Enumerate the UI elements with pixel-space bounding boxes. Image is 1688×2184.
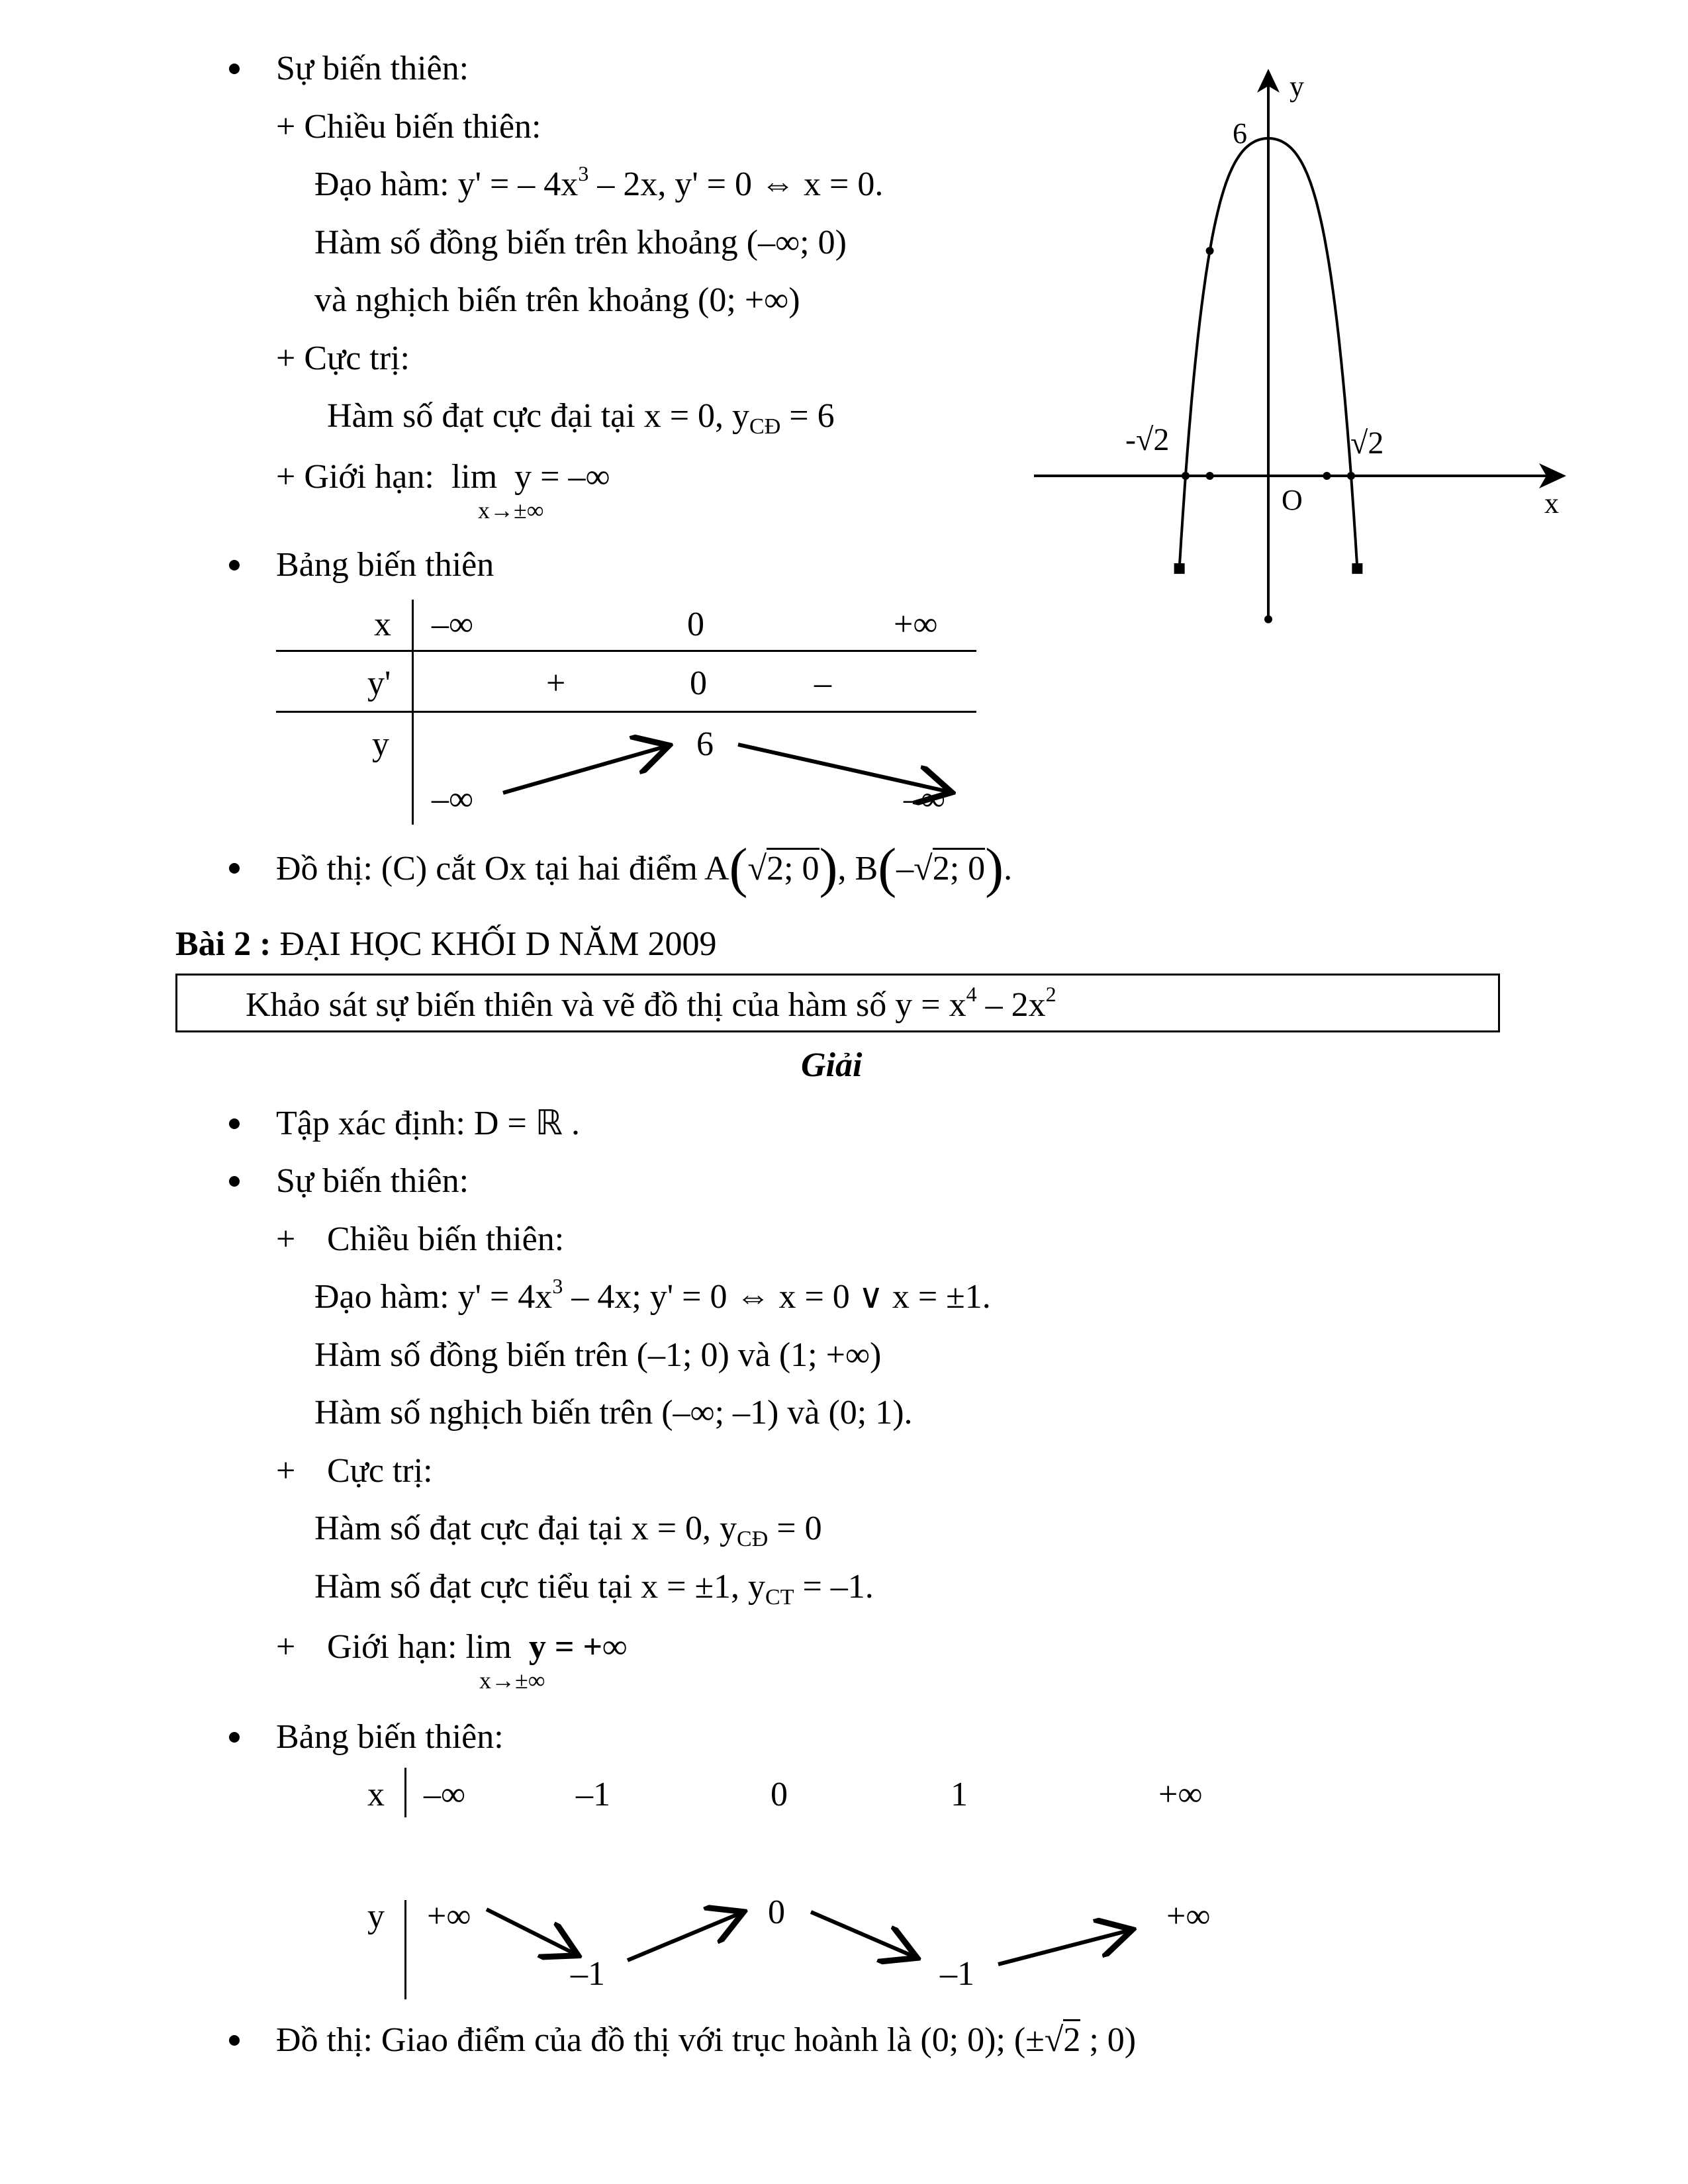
table-label-y: y [367,1897,385,1935]
curve-endpoint [1174,563,1185,574]
negative-root-label: -√2 [1125,422,1170,457]
minimum-line: Hàm số đạt cực tiểu tại x = ±1, $y_{CT} = -1$. [314,1568,874,1610]
domain-line: Tập xác định: D = ℝ . [276,1105,580,1142]
maximum-line: Hàm số đạt cực đại tại x = 0, $y_{CĐ} = 6$ [327,397,835,439]
derivative-line: Đạo hàm: y' = – $4x^3 - 2x$, y' = 0 ⇔ x = 0. [314,161,884,203]
graph-point [1206,472,1214,480]
limit-subscript: x→±∞ [478,497,544,523]
table-cell: –∞ [904,780,946,818]
variation-arrow-up [998,1931,1129,1964]
graph-point [1182,472,1190,480]
plus-mark: + [276,1452,296,1490]
table-cell: –1 [940,1955,974,1993]
limit-line: Giới hạn: lim y = +∞ [327,1628,628,1666]
table-cell: +∞ [1158,1776,1203,1813]
max-value-label: 6 [1233,117,1247,150]
table-cell: –∞ [424,1776,466,1813]
table-cell: +∞ [1166,1897,1211,1935]
subheading: + Cực trị: [276,340,410,377]
exercise-title: Bài 2 : ĐẠI HỌC KHỐI D NĂM 2009 [175,925,717,963]
y-axis-label: y [1289,70,1304,103]
subheading: Cực trị: [327,1452,433,1490]
section-heading: Sự biến thiên: [276,1162,469,1200]
table-cell: +∞ [427,1897,471,1935]
table-cell: – [814,664,831,702]
increasing-line: Hàm số đồng biến trên (–1; 0) và (1; +∞) [314,1336,882,1374]
table-cell: 0 [768,1893,785,1931]
variation-arrow-down [738,745,948,792]
section-heading: Bảng biến thiên [276,546,494,584]
limit-line: + Giới hạn: lim y = –∞ [276,458,610,496]
variation-arrow-up [503,747,665,793]
graph-point [1264,615,1272,623]
x-axis-label: x [1544,487,1559,520]
maximum-line: Hàm số đạt cực đại tại x = 0, $y_{CĐ} = 0$ [314,1510,822,1551]
limit-subscript: x→±∞ [479,1667,545,1694]
curve-endpoint [1352,563,1362,574]
table-cell: +∞ [894,606,938,643]
table-cell: + [546,664,566,702]
decreasing-line: và nghịch biến trên khoảng (0; +∞) [314,281,800,319]
plus-mark: + [276,1628,296,1666]
table-cell: –∞ [432,780,474,818]
plus-mark: + [276,1220,296,1258]
table-cell: –1 [576,1776,610,1813]
problem-statement: Khảo sát sự biến thiên và vẽ đồ thị của hàm số $y = x^4 - 2x^2$ [246,982,1056,1024]
subheading: Chiều biến thiên: [327,1220,565,1258]
section-heading: Sự biến thiên: [276,50,469,87]
graph-statement: Đồ thị: (C) cắt Ox tại hai điểm A(√2; 0), B(–√2; 0). [276,837,1013,899]
table-cell: 0 [771,1776,788,1813]
table-label-x: x [374,606,391,643]
table-cell: –∞ [432,606,474,643]
graph-point [1206,247,1214,255]
derivative-line: Đạo hàm: $y' = 4x^3 - 4x$; y' = 0 ⇔ x = 0 ∨ x = ±1. [314,1274,991,1316]
table-cell: 1 [951,1776,968,1813]
function-graph [1034,69,1566,623]
solution-heading: Giải [801,1046,863,1084]
decreasing-line: Hàm số nghịch biến trên (–∞; –1) và (0; 1). [314,1394,913,1432]
variation-arrow-down [487,1909,575,1954]
table-label-x: x [367,1776,385,1813]
section-heading: Bảng biến thiên: [276,1718,504,1756]
positive-root-label: √2 [1350,426,1384,461]
table-cell: –1 [571,1955,605,1993]
increasing-line: Hàm số đồng biến trên khoảng (–∞; 0) [314,224,847,261]
table-cell: 6 [696,725,714,763]
table-label-yprime: y' [367,664,391,702]
subheading: + Chiều biến thiên: [276,108,541,146]
graph-point [1347,472,1355,480]
origin-label: O [1282,484,1303,516]
variation-arrow-up [628,1913,740,1960]
table-label-y: y [372,725,389,763]
table-cell: 0 [687,606,704,643]
graph-statement: Đồ thị: Giao điểm của đồ thị với trục hoành là (0; 0); (±√2 ; 0) [276,2021,1136,2060]
graph-point [1323,472,1331,480]
table-cell: 0 [690,664,707,702]
variation-arrow-down [811,1912,914,1956]
